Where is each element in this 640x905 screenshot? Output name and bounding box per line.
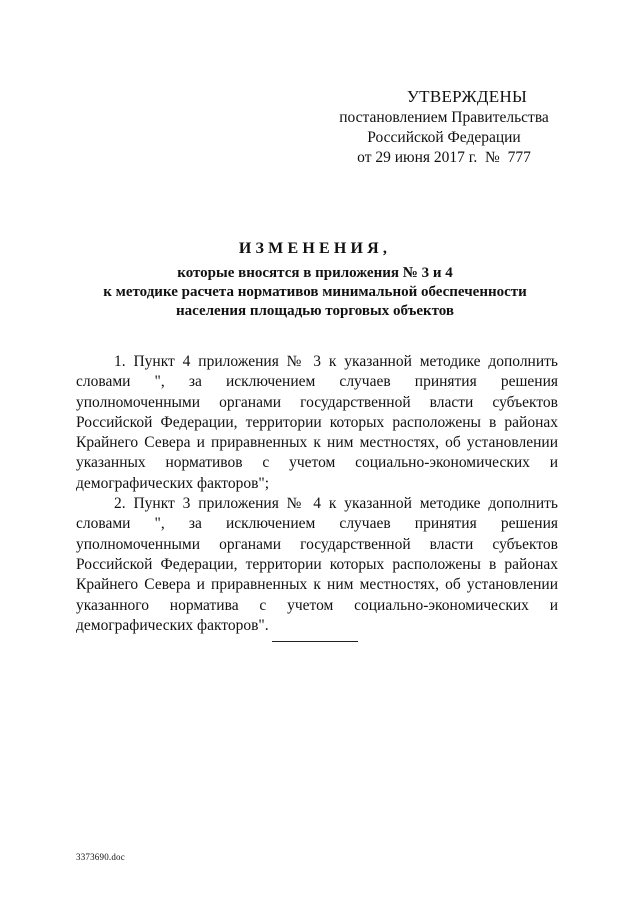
subtitle-line-3: населения площадью торговых объектов (175, 303, 455, 319)
document-body (76, 352, 558, 636)
paragraph-1: 1. Пункт 4 приложения № 3 к указанной методике дополнить словами ", за исключением случаев принятия решения уполномоченными органами государственной власти субъектов Российской Федерации, территории которых расположены в районах Крайнего Севера и приравненных к ним местностях, об установлении указанных нормативов с учетом социально-экономических и демографических факторов"; (76, 353, 558, 492)
approval-block (338, 86, 550, 168)
approval-line-1: постановлением Правительства (339, 109, 549, 126)
document-subtitle (80, 264, 550, 321)
separator-line (272, 641, 358, 642)
subtitle-line-1: которые вносятся в приложения № 3 и 4 (177, 265, 453, 281)
document-file-number: 3373690.doc (76, 852, 125, 862)
document-title: ИЗМЕНЕНИЯ, (238, 240, 392, 257)
approved-heading: УТВЕРЖДЕНЫ (406, 87, 528, 106)
paragraph-2: 2. Пункт 3 приложения № 4 к указанной методике дополнить словами ", за исключением случаев принятия решения уполномоченными органами государственной власти субъектов Российской Федерации, территории которых расположены в районах Крайнего Севера и приравненных к ним местностях, об установлении указанного норматива с учетом социально-экономических и демографических факторов". (76, 495, 558, 634)
approval-line-2: Российской Федерации (367, 129, 521, 146)
subtitle-line-2: к методике расчета нормативов минимальной обеспеченности (103, 284, 527, 300)
approval-date-line: от 29 июня 2017 г. № 777 (357, 149, 531, 166)
